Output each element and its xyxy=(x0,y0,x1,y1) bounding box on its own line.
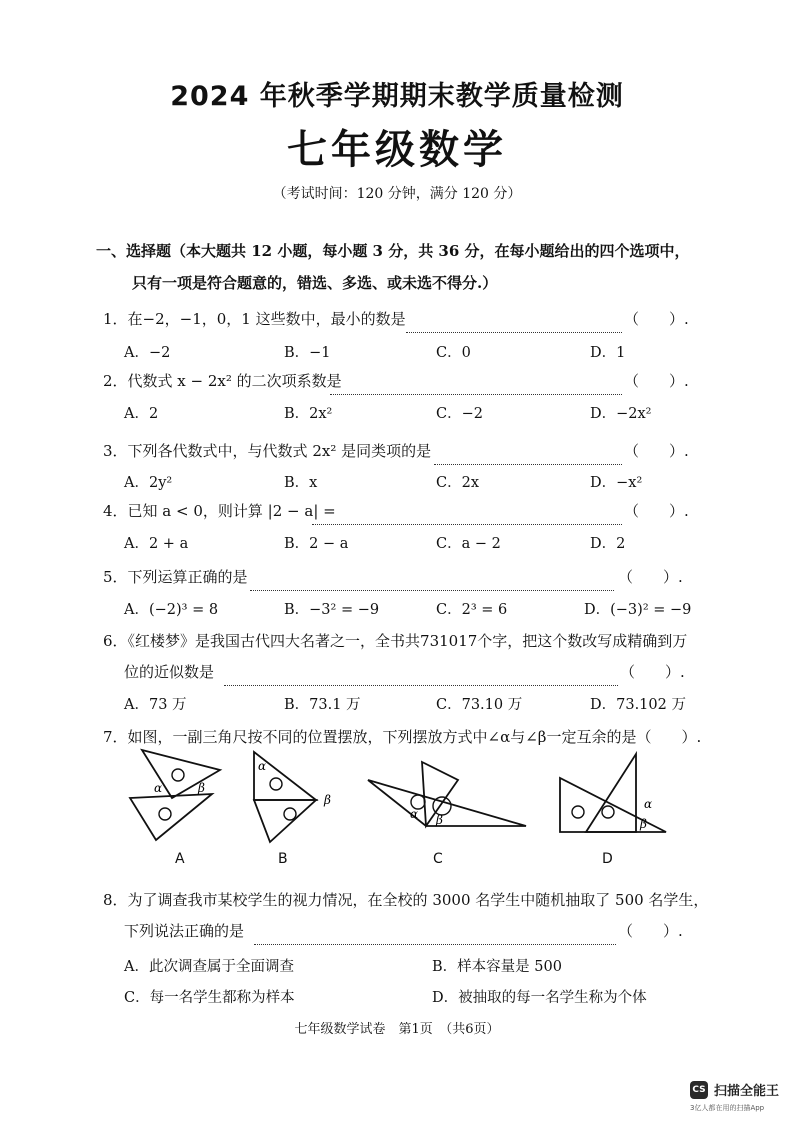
figure-b xyxy=(250,750,350,850)
option-3d: D．−x² xyxy=(590,475,643,491)
option-2c: C．−2 xyxy=(436,406,483,422)
question-2-paren: （ ）. xyxy=(624,372,689,390)
alpha-label: α xyxy=(410,807,419,821)
option-8a: A．此次调查属于全面调查 xyxy=(124,959,294,975)
scanner-logo-icon: CS xyxy=(690,1081,708,1099)
triangle-hole xyxy=(572,806,584,818)
option-5d: D．(−3)² = −9 xyxy=(584,602,692,618)
alpha-label: α xyxy=(644,797,653,811)
option-1d: D．1 xyxy=(590,345,626,361)
beta-label: β xyxy=(436,813,443,827)
question-6-stem-line2: 位的近似数是 xyxy=(124,663,215,681)
dot-leader xyxy=(434,463,622,465)
option-5c: C．2³ = 6 xyxy=(436,602,508,618)
question-6-stem: 6．《红楼梦》是我国古代四大名著之一，全书共731017个字，把这个数改写成精确到万 xyxy=(103,632,688,650)
question-4-stem: 4．已知 a < 0，则计算 |2 − a| = xyxy=(103,502,336,520)
option-1b: B．−1 xyxy=(284,345,331,361)
option-5a: A．(−2)³ = 8 xyxy=(124,602,219,618)
dot-leader xyxy=(312,523,622,525)
question-6-paren: （ ）. xyxy=(620,663,685,681)
option-3c: C．2x xyxy=(436,475,479,491)
triangle-hole xyxy=(270,778,282,790)
option-2d: D．−2x² xyxy=(590,406,652,422)
beta-label: β xyxy=(198,781,205,795)
subject-title: 七年级数学 xyxy=(287,127,507,173)
option-4b: B．2 − a xyxy=(284,536,349,552)
question-1-paren: （ ）. xyxy=(624,310,689,328)
page-footer: 七年级数学试卷 第1页 （共6页） xyxy=(294,1022,500,1037)
option-6c: C．73.10 万 xyxy=(436,697,523,713)
dot-leader xyxy=(250,589,614,591)
option-8c: C．每一名学生都称为样本 xyxy=(124,990,295,1006)
dot-leader xyxy=(224,684,618,686)
option-4a: A．2 + a xyxy=(124,536,189,552)
question-5-stem: 5．下列运算正确的是 xyxy=(103,568,248,586)
triangle-hole xyxy=(284,808,296,820)
dot-leader xyxy=(406,331,622,333)
question-8-paren: （ ）. xyxy=(618,922,683,940)
triangle-lower xyxy=(368,780,526,826)
figure-d-label: D xyxy=(602,851,613,867)
option-1c: C．0 xyxy=(436,345,471,361)
option-3a: A．2y² xyxy=(124,475,173,491)
dot-leader xyxy=(330,393,622,395)
option-3b: B．x xyxy=(284,475,318,491)
option-6a: A．73 万 xyxy=(124,697,187,713)
option-6b: B．73.1 万 xyxy=(284,697,361,713)
question-4-paren: （ ）. xyxy=(624,502,689,520)
question-1-stem: 1．在−2，−1，0，1 这些数中，最小的数是 xyxy=(103,310,406,328)
question-3-paren: （ ）. xyxy=(624,442,689,460)
scanner-tagline: 3亿人都在用的扫描App xyxy=(690,1104,765,1112)
triangle-hole xyxy=(602,806,614,818)
question-8-stem-line2: 下列说法正确的是 xyxy=(124,922,245,940)
triangle-hole xyxy=(172,769,184,781)
option-6d: D．73.102 万 xyxy=(590,697,686,713)
triangle-lower xyxy=(254,800,316,842)
alpha-label: α xyxy=(258,759,267,773)
question-8-stem: 8．为了调查我市某校学生的视力情况，在全校的 3000 名学生中随机抽取了 500 名学生， xyxy=(103,891,709,909)
triangle-upper xyxy=(586,754,636,832)
section-heading: 一、选择题（本大题共 12 小题，每小题 3 分，共 36 分，在每小题给出的四个选项中， xyxy=(96,242,690,260)
option-5b: B．−3² = −9 xyxy=(284,602,380,618)
dot-leader xyxy=(254,943,616,945)
option-1a: A．−2 xyxy=(124,345,171,361)
question-7-stem: 7．如图，一副三角尺按不同的位置摆放，下列摆放方式中∠α与∠β一定互余的是（ ）. xyxy=(103,728,702,746)
scanner-watermark xyxy=(690,1080,779,1099)
option-4d: D．2 xyxy=(590,536,626,552)
option-2a: A．2 xyxy=(124,406,159,422)
question-3-stem: 3．下列各代数式中，与代数式 2x² 是同类项的是 xyxy=(103,442,432,460)
beta-label: β xyxy=(640,817,647,831)
figure-a-label: A xyxy=(175,851,185,867)
scanner-app-name: 扫描全能王 xyxy=(714,1084,780,1099)
figure-b-label: B xyxy=(278,851,288,867)
question-5-paren: （ ）. xyxy=(618,568,683,586)
figure-a xyxy=(120,748,230,848)
figure-d xyxy=(556,752,676,842)
option-4c: C．a − 2 xyxy=(436,536,501,552)
exam-title: 2024 年秋季学期期末教学质量检测 xyxy=(170,81,624,112)
figure-c-label: C xyxy=(433,851,443,867)
beta-label: β xyxy=(324,793,331,807)
question-2-stem: 2．代数式 x − 2x² 的二次项系数是 xyxy=(103,372,342,390)
exam-info: （考试时间：120 分钟，满分 120 分） xyxy=(272,186,522,202)
option-8b: B．样本容量是 500 xyxy=(432,959,562,975)
triangle-hole xyxy=(159,808,171,820)
figure-c xyxy=(366,760,536,835)
section-heading-line2: 只有一项是符合题意的，错选、多选、或未选不得分.） xyxy=(132,274,498,292)
option-2b: B．2x² xyxy=(284,406,333,422)
option-8d: D．被抽取的每一名学生称为个体 xyxy=(432,990,647,1006)
alpha-label: α xyxy=(154,781,163,795)
triangle-lower xyxy=(130,794,212,840)
